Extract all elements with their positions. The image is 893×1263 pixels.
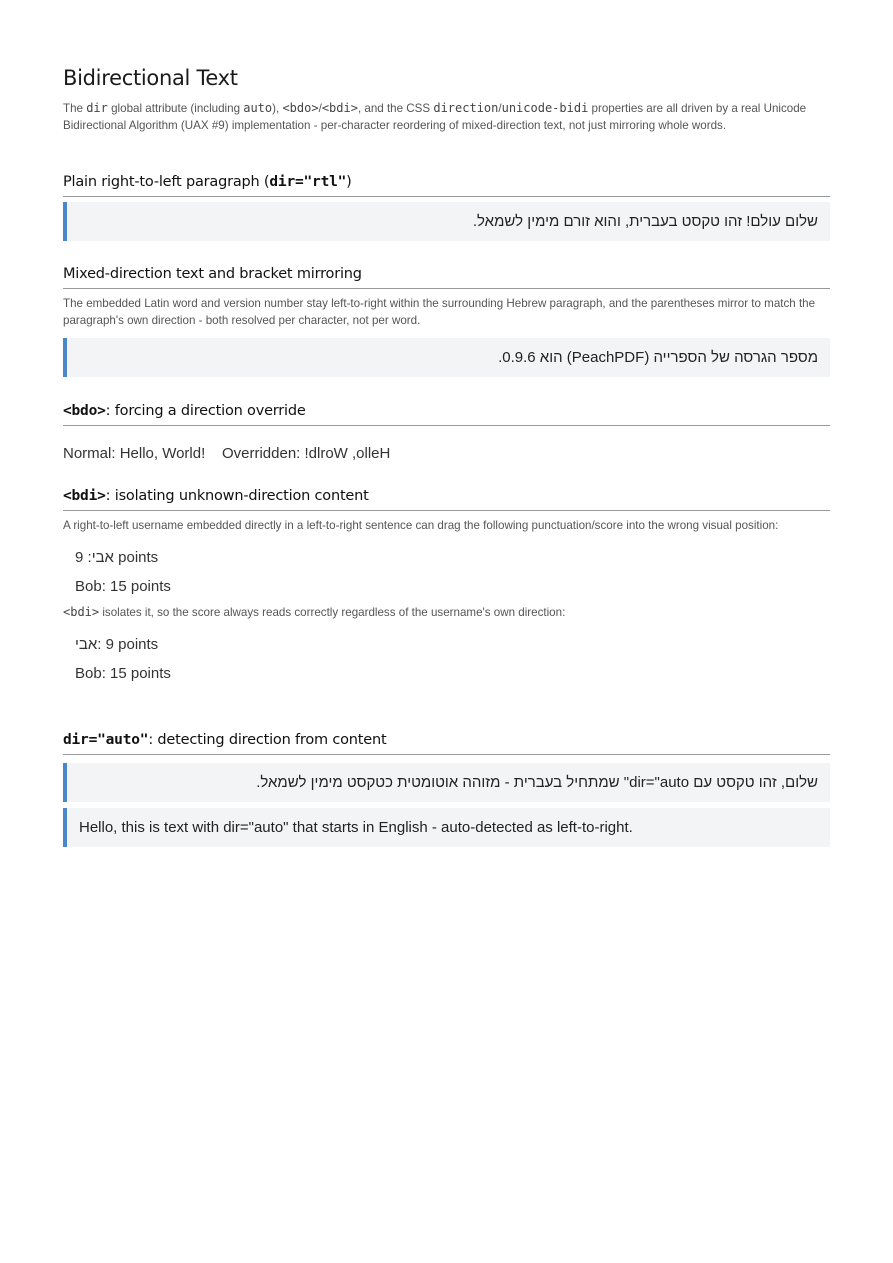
- bdo-demo-line: [63, 444, 830, 464]
- auto-ltr-demo-box: [63, 808, 830, 847]
- score-text: : 9 points: [75, 549, 159, 566]
- auto-rtl-text: שלום, זהו טקסט עם dir="auto" שמתחיל בעברית - מזוהה אוטומטית כטקסט מימין לשמאל.: [256, 774, 818, 791]
- intro-code: auto: [243, 101, 273, 115]
- intro-text: global attribute (including: [107, 102, 244, 115]
- section-note: [63, 604, 830, 621]
- section-bdi: [63, 486, 830, 684]
- heading-code: <bdo>: [63, 403, 106, 419]
- heading-text: ): [346, 174, 352, 190]
- rtl-demo-box: [63, 202, 830, 241]
- heading-text: : forcing a direction override: [105, 403, 306, 419]
- username: אבי: [75, 636, 98, 653]
- intro-text: /: [318, 102, 322, 115]
- score-row: Bob: 15 points: [75, 665, 171, 682]
- document-page: [0, 0, 893, 134]
- heading-text: : isolating unknown-direction content: [105, 488, 369, 504]
- section-heading: [63, 486, 830, 511]
- section-dir-auto: [63, 730, 830, 847]
- auto-rtl-demo-box: [63, 763, 830, 802]
- rtl-demo-text: שלום עולם! זהו טקסט בעברית, והוא זורם מימין לשמאל.: [472, 213, 818, 230]
- score-row: Bob: 15 points: [75, 578, 171, 595]
- heading-text: : detecting direction from content: [148, 732, 387, 748]
- score-row: [75, 635, 830, 655]
- section-bdo: [63, 401, 830, 464]
- intro-code: unicode-bidi: [501, 101, 589, 115]
- intro-text: /: [498, 102, 502, 115]
- section-mixed-direction: [63, 264, 830, 377]
- section-note: The embedded Latin word and version number stay left-to-right within the surrounding Hebrew paragraph, and the parentheses mirror to match the paragraph's own direction - both resolved per character, not per word.: [63, 297, 816, 327]
- section-heading: [63, 172, 830, 197]
- note-text: isolates it, so the score always reads correctly regardless of the username's own direction:: [99, 606, 566, 619]
- intro-text: , and the CSS: [357, 102, 434, 115]
- intro-paragraph: [63, 100, 830, 134]
- score-row: [75, 548, 830, 568]
- section-heading: Mixed-direction text and bracket mirroring: [63, 264, 830, 289]
- heading-code: <bdi>: [63, 488, 106, 504]
- overridden-label: Overridden:: [221, 445, 305, 462]
- mixed-demo-text: מספר הגרסה של הספרייה (PeachPDF) הוא 0.9.6.: [498, 349, 818, 366]
- section-heading: [63, 401, 830, 426]
- intro-code: dir: [86, 101, 108, 115]
- intro-text: The: [63, 102, 87, 115]
- page-title: Bidirectional Text: [63, 66, 238, 90]
- section-note: A right-to-left username embedded directly in a left-to-right sentence can drag the following punctuation/score into the wrong visual position:: [63, 519, 779, 532]
- normal-label: Normal:: [63, 445, 120, 462]
- username: אבי: [91, 549, 114, 566]
- score-text: : 9 points: [97, 636, 159, 653]
- section-heading: [63, 730, 830, 755]
- intro-code: direction: [433, 101, 499, 115]
- section-plain-rtl: [63, 172, 830, 241]
- intro-text: ),: [272, 102, 283, 115]
- note-code: <bdi>: [63, 605, 100, 619]
- auto-ltr-text: Hello, this is text with dir="auto" that starts in English - auto-detected as left-to-right.: [79, 819, 633, 836]
- mixed-demo-box: [63, 338, 830, 377]
- overridden-text: Hello, World!: [304, 445, 391, 462]
- heading-code: dir="auto": [63, 732, 149, 748]
- heading-code: dir="rtl": [269, 174, 347, 190]
- intro-text: properties are all driven by a real Unicode Bidirectional Algorithm (UAX #9) implementation - per-character reordering of mixed-direction text, not just mirroring whole words.: [63, 102, 807, 132]
- intro-code: <bdo>: [282, 101, 319, 115]
- normal-text: Hello, World!: [119, 445, 206, 462]
- intro-code: <bdi>: [321, 101, 358, 115]
- heading-text: Plain right-to-left paragraph (: [63, 174, 270, 190]
